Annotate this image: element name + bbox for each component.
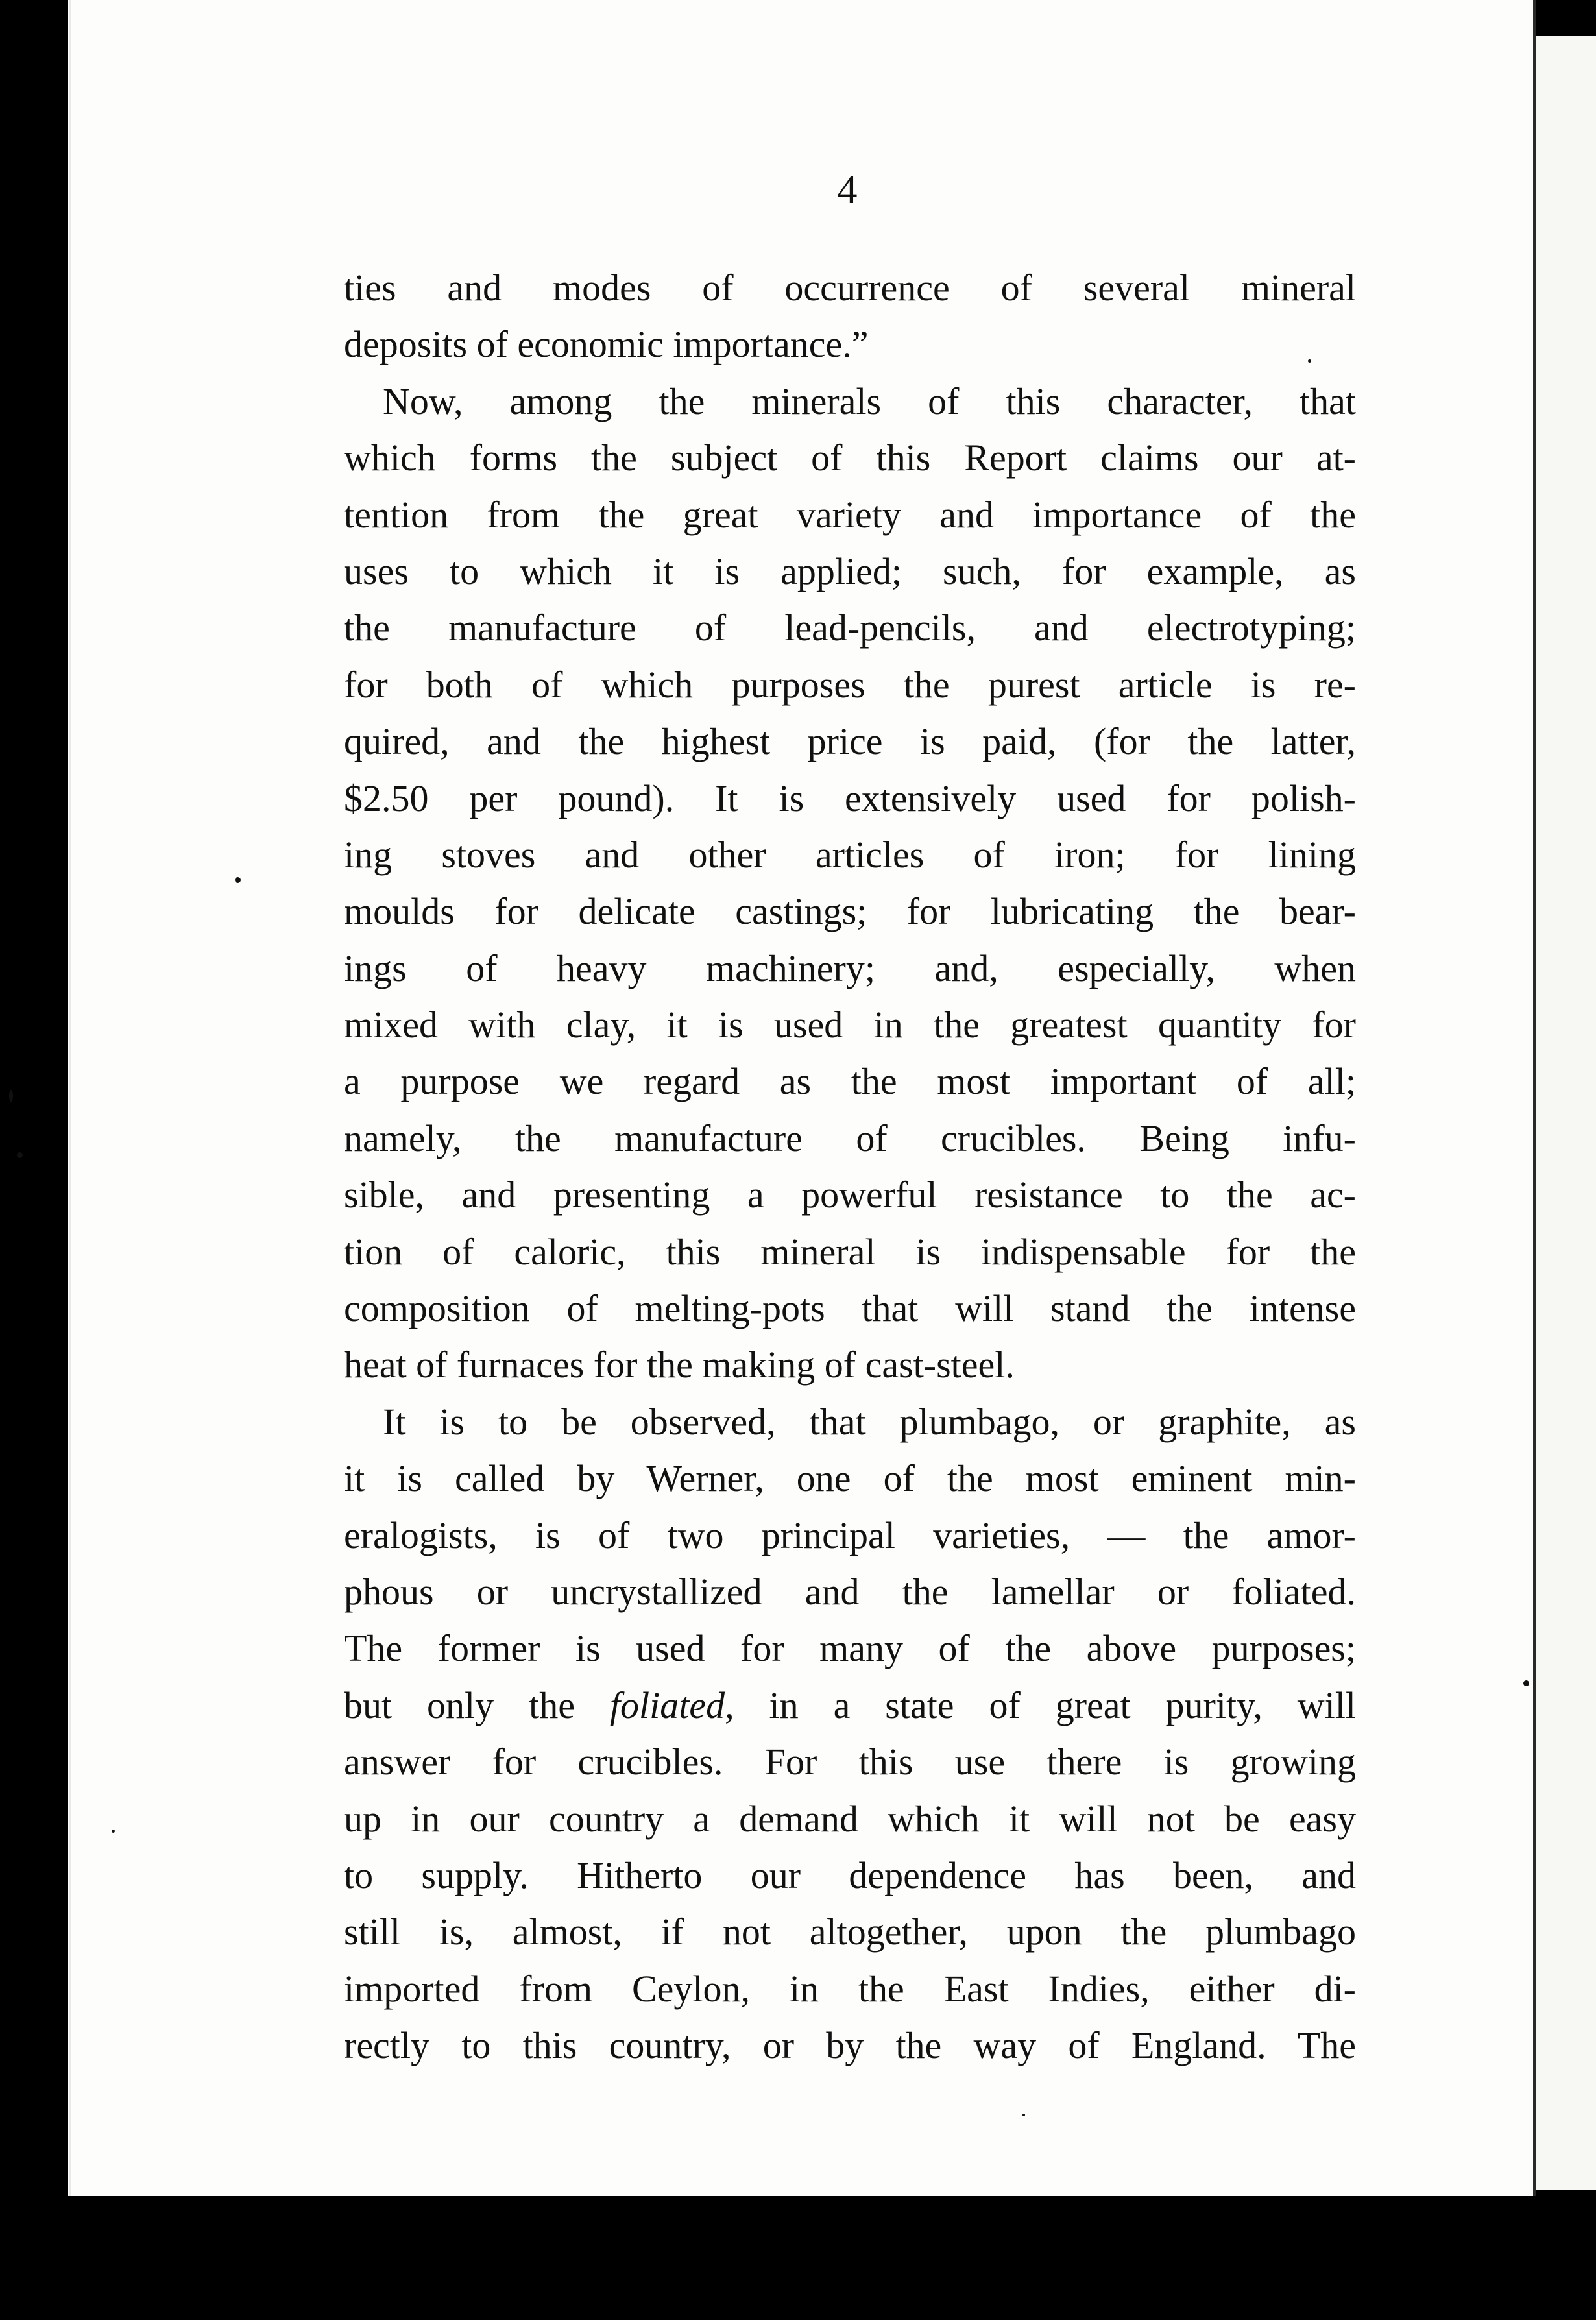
text-line [344, 1394, 1356, 1450]
text-segment: ing stoves and other articles of iron; for lining [344, 833, 1356, 876]
scan-speck [1523, 1680, 1529, 1686]
text-line [344, 997, 1356, 1053]
text-line [344, 543, 1356, 599]
text-line [344, 770, 1356, 827]
text-segment: ties and modes of occurrence of several mineral [344, 267, 1356, 309]
text-line [344, 1166, 1356, 1223]
text-line [344, 1450, 1356, 1506]
text-line [344, 1110, 1356, 1166]
text-segment: answer for crucibles. For this use there is growing [344, 1741, 1356, 1783]
text-line [344, 373, 1356, 429]
text-segment: phous or uncrystallized and the lamellar or foliated. [344, 1570, 1356, 1613]
italic-text: foliated [609, 1684, 725, 1726]
text-segment: $2.50 per pound). It is extensively used for polish- [344, 777, 1356, 819]
text-line [344, 1336, 1356, 1393]
scan-speck [1022, 2114, 1025, 2116]
text-segment: for both of which purposes the purest article is re- [344, 663, 1356, 706]
text-segment: tion of caloric, this mineral is indispensable for the [344, 1230, 1356, 1273]
text-line [344, 260, 1356, 316]
scan-speck [112, 1830, 115, 1833]
text-segment: moulds for delicate castings; for lubricating the bear- [344, 890, 1356, 933]
text-line [344, 1847, 1356, 1903]
text-segment: sible, and presenting a powerful resistance to the ac- [344, 1174, 1356, 1216]
facing-page-edge [1536, 36, 1596, 2190]
text-line [344, 2017, 1356, 2073]
text-segment: up in our country a demand which it will not be easy [344, 1797, 1356, 1840]
text-line [344, 1961, 1356, 2017]
text-line [344, 1620, 1356, 1676]
scan-speck [1308, 359, 1311, 363]
text-line [344, 599, 1356, 656]
text-segment: still is, almost, if not altogether, upon the plumbago [344, 1911, 1356, 1953]
scan-speck [17, 1152, 23, 1158]
text-segment: tention from the great variety and importance of the [344, 493, 1356, 536]
text-line [344, 429, 1356, 486]
text-line [344, 487, 1356, 543]
page-number: 4 [837, 168, 858, 212]
text-segment: which forms the subject of this Report claims our at- [344, 437, 1356, 479]
text-segment: eralogists, is of two principal varieties, — the amor- [344, 1514, 1356, 1556]
text-line [344, 1791, 1356, 1847]
text-segment: rectly to this country, or by the way of England. The [344, 2024, 1356, 2067]
text-line [344, 1224, 1356, 1280]
text-segment: imported from Ceylon, in the East Indies, either di- [344, 1967, 1356, 2010]
text-segment: composition of melting-pots that will stand the intense [344, 1287, 1356, 1330]
text-segment: heat of furnaces for the making of cast-steel. [344, 1344, 1015, 1386]
text-segment: The former is used for many of the above purposes; [344, 1627, 1356, 1670]
scan-speck [235, 877, 241, 883]
text-segment: mixed with clay, it is used in the greatest quantity for [344, 1004, 1356, 1046]
text-segment: Now, among the minerals of this character, that [383, 380, 1356, 422]
text-segment: a purpose we regard as the most important of all; [344, 1060, 1356, 1103]
text-segment: , in a state of great purity, will [725, 1684, 1356, 1726]
text-segment: uses to which it is applied; such, for example, as [344, 550, 1356, 592]
text-segment: namely, the manufacture of crucibles. Being infu- [344, 1117, 1356, 1159]
text-line [344, 827, 1356, 883]
text-line [344, 657, 1356, 713]
text-segment: deposits of economic importance.” [344, 323, 869, 366]
page-gutter [1533, 0, 1536, 2196]
text-line [344, 883, 1356, 939]
text-segment: the manufacture of lead-pencils, and electrotyping; [344, 607, 1356, 649]
text-line [344, 1734, 1356, 1790]
text-segment: It is to be observed, that plumbago, or graphite, as [383, 1400, 1356, 1443]
text-segment: to supply. Hitherto our dependence has been, and [344, 1854, 1356, 1896]
text-segment: ings of heavy machinery; and, especially, when [344, 947, 1356, 989]
text-line [344, 1903, 1356, 1960]
text-line [344, 1564, 1356, 1620]
text-line [344, 1677, 1356, 1734]
text-line [344, 1053, 1356, 1109]
text-line [344, 713, 1356, 769]
body-text [344, 260, 1356, 2074]
text-line [344, 316, 1356, 372]
text-line [344, 940, 1356, 997]
text-line [344, 1280, 1356, 1336]
page-edge-shadow [69, 0, 71, 2196]
scan-speck [9, 1090, 13, 1102]
text-segment: quired, and the highest price is paid, (for the latter, [344, 720, 1356, 763]
text-line [344, 1507, 1356, 1564]
text-segment: it is called by Werner, one of the most eminent min- [344, 1457, 1356, 1500]
text-segment: but only the [344, 1684, 610, 1726]
